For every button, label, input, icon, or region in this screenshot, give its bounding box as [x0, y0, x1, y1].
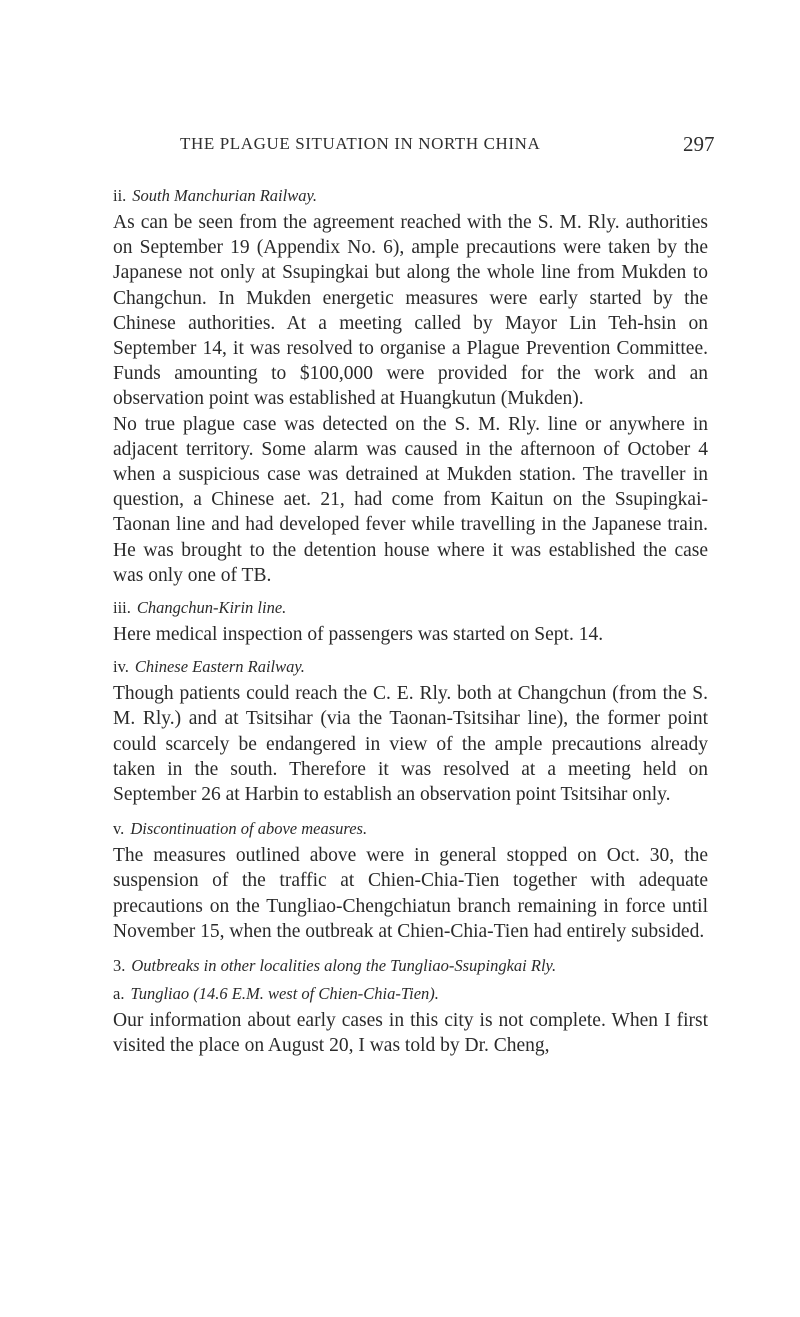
subheading-number: 3. — [113, 956, 126, 976]
subheading-outbreaks-other-localities — [113, 952, 708, 980]
subheading-title: Tungliao (14.6 E.M. west of Chien-Chia-Tien). — [130, 984, 439, 1004]
subheading-chinese-eastern-railway — [113, 653, 708, 681]
paragraph: Though patients could reach the C. E. Rly. both at Changchun (from the S. M. Rly.) and at Tsitsihar (via the Taonan-Tsitsihar line), the former point could scarcely be endangered in view of the ample precautions already taken in the south. Therefore it was resolved at a meeting held on September 26 at Harbin to establish an observation point Tsitsihar only. — [113, 683, 708, 806]
subheading-number: iv. — [113, 657, 129, 677]
running-header: THE PLAGUE SITUATION IN NORTH CHINA — [180, 134, 541, 153]
subheading-title: South Manchurian Railway. — [132, 186, 317, 205]
subheading-title: Discontinuation of above measures. — [130, 819, 368, 839]
subheading-title: Outbreaks in other localities along the Tungliao-Ssupingkai Rly. — [131, 956, 557, 976]
paragraph: The measures outlined above were in general stopped on Oct. 30, the suspension of the traffic at Chien-Chia-Tien together with adequate precautions on the Tungliao-Chengchiatun branch remaining in force until November 15, when the outbreak at Chien-Chia-Tien had entirely subsided. — [113, 845, 708, 942]
subheading-number: ii. — [113, 186, 127, 205]
subheading-title: Chinese Eastern Railway. — [134, 657, 305, 677]
paragraph: Here medical inspection of passengers was started on Sept. 14. — [113, 624, 604, 646]
paragraph: Our information about early cases in this city is not complete. When I first visited the place on August 20, I was told by Dr. Cheng, — [113, 1010, 708, 1057]
subheading-number: iii. — [113, 598, 131, 618]
subheading-number: a. — [113, 984, 125, 1004]
paragraph: No true plague case was detected on the S. M. Rly. line or anywhere in adjacent territory. Some alarm was caused in the afternoon of October 4 when a suspicious case was detrained at Mukden station. The traveller in question, a Chinese aet. 21, had come from Kaitun on the Ssupingkai-Taonan line and had developed fever while travelling in the Japanese train. He was brought to the detention house where it was established the case was only one of TB. — [113, 413, 708, 586]
paragraph: As can be seen from the agreement reached with the S. M. Rly. authorities on September 19 (Appendix No. 6), ample precautions were taken by the Japanese not only at Ssupingkai but along the whole line from Mukden to Changchun. In Mukden energetic measures were early started by the Chinese authorities. At a meeting called by Mayor Lin Teh-hsin on September 14, it was resolved to organise a Plague Prevention Committee. Funds amounting to $100,000 were provided for the work and an observation point was established at Huangkutun (Mukden). — [113, 212, 708, 410]
subheading-tungliao — [113, 980, 708, 1008]
subheading-south-manchurian-railway — [113, 182, 708, 210]
subheading-title: Changchun-Kirin line. — [136, 598, 287, 618]
body-text — [113, 182, 708, 1058]
subheading-changchun-kirin-line — [113, 594, 708, 622]
subheading-discontinuation — [113, 815, 708, 843]
page-number: 297 — [683, 132, 715, 156]
subheading-number: v. — [113, 819, 125, 839]
